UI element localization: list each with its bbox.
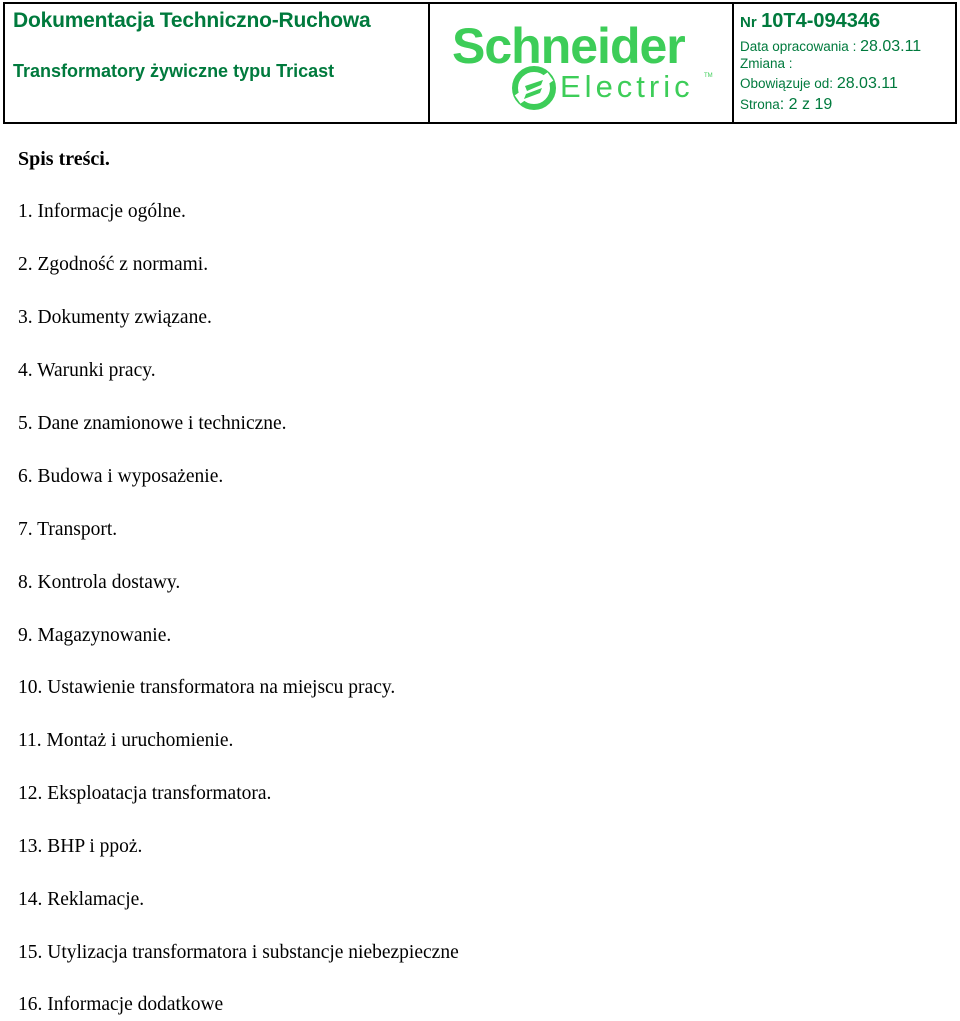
page-counter-label: Strona <box>740 97 780 112</box>
toc-item: 15. Utylizacja transformatora i substancje niebezpieczne <box>18 942 459 963</box>
toc-item: 7. Transport. <box>18 519 118 540</box>
toc-item: 16. Informacje dodatkowe <box>18 994 224 1015</box>
toc-item: 11. Montaż i uruchomienie. <box>18 730 234 751</box>
document-number-label: Nr <box>740 14 757 31</box>
toc-item: 6. Budowa i wyposażenie. <box>18 466 224 487</box>
document-subtitle: Transformatory żywiczne typu Tricast <box>13 61 335 81</box>
revision-label: Zmiana : <box>740 56 793 71</box>
toc-item: 13. BHP i ppoż. <box>18 836 143 857</box>
page-counter-value: : 2 z 19 <box>779 96 833 113</box>
document-title: Dokumentacja Techniczno-Ruchowa <box>13 9 371 32</box>
life-is-on-icon <box>512 66 556 110</box>
toc-item: 2. Zgodność z normami. <box>18 254 209 275</box>
toc-item: 14. Reklamacje. <box>18 889 145 910</box>
toc-item: 1. Informacje ogólne. <box>18 201 186 222</box>
schneider-electric-logo <box>452 18 713 111</box>
toc-item: 10. Ustawienie transformatora na miejscu pracy. <box>18 677 396 698</box>
logo-brand-text: Schneider <box>452 18 685 74</box>
header-logo-cell <box>430 4 734 122</box>
toc-item: 5. Dane znamionowe i techniczne. <box>18 413 287 434</box>
preparation-date-value: 28.03.11 <box>860 38 922 55</box>
revision <box>740 55 793 73</box>
document-number-value: 10T4-094346 <box>761 10 881 32</box>
toc-title: Spis treści. <box>18 148 110 170</box>
toc-item: 4. Warunki pracy. <box>18 360 156 381</box>
document-header <box>3 2 957 124</box>
preparation-date <box>740 38 921 56</box>
toc-item: 12. Eksploatacja transformatora. <box>18 783 272 804</box>
valid-from <box>740 75 898 93</box>
valid-from-value: 28.03.11 <box>836 75 898 92</box>
header-meta-cell <box>734 4 955 122</box>
logo-sub-text: Electric <box>560 69 694 104</box>
valid-from-label: Obowiązuje od: <box>740 76 837 91</box>
toc-item: 9. Magazynowanie. <box>18 625 172 646</box>
document-number <box>740 10 880 33</box>
logo-trademark: TM <box>704 73 713 79</box>
preparation-date-label: Data opracowania : <box>740 39 861 54</box>
toc-item: 3. Dokumenty związane. <box>18 307 212 328</box>
header-title-cell <box>5 4 430 122</box>
toc-item: 8. Kontrola dostawy. <box>18 572 181 593</box>
page-counter <box>740 96 832 114</box>
